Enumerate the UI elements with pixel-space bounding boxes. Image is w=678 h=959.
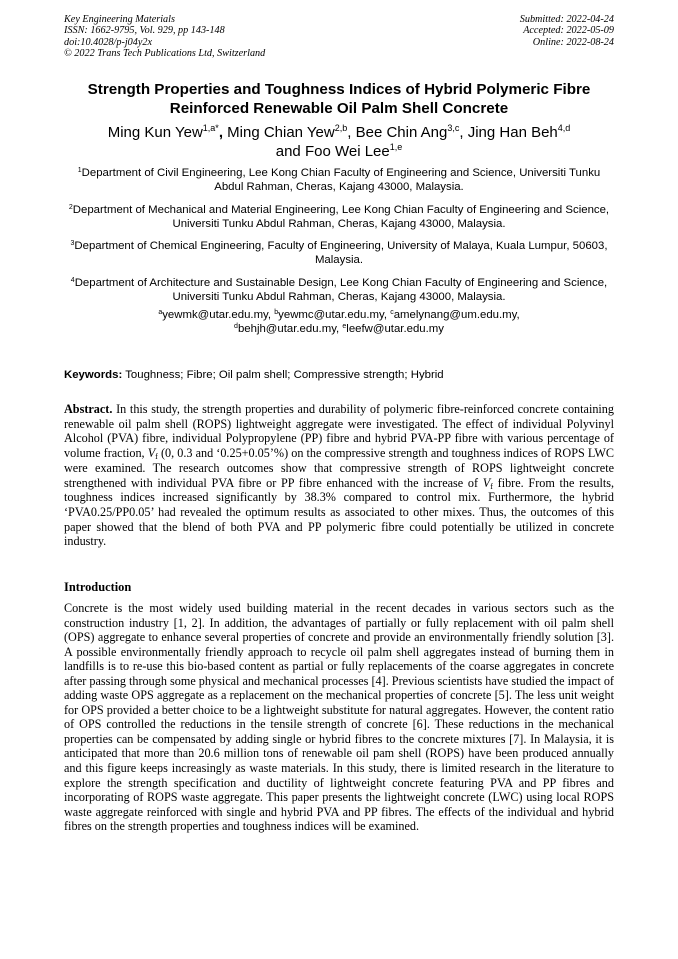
title-line-2: Reinforced Renewable Oil Palm Shell Concrete <box>169 99 509 117</box>
author-line-2 <box>40 143 638 162</box>
email-line-2: $^d$behjh@utar.edu.my, $^e$leefw@utar.edu.my <box>234 323 444 336</box>
copyright-line: © 2022 Trans Tech Publications Ltd, Switzerland <box>64 48 266 60</box>
abstract-label: Abstract. <box>64 402 113 416</box>
author-affiliation-mark: 1,a* <box>202 123 219 133</box>
author-name: Ming Chian Yew <box>227 124 335 141</box>
affiliation-text: Department of Architecture and Sustainable Design, Lee Kong Chian Faculty of Engineering and Science, Universiti Tunku Abdul Rahman, Cheras, Kajang 43000, Malaysia. <box>74 276 608 304</box>
affiliation-text: Department of Mechanical and Material Engineering, Lee Kong Chian Faculty of Engineering and Science, Universiti Tunku Abdul Rahman, Cheras, Kajang 43000, Malaysia. <box>72 203 610 230</box>
issn-line: ISSN: 1662-9795, Vol. 929, pp 143-148 <box>64 25 225 37</box>
accepted-date: Accepted: 2022-05-09 <box>523 25 614 37</box>
volume-fraction-symbol <box>483 476 493 490</box>
affiliations <box>66 166 612 337</box>
affiliation-item <box>66 239 612 268</box>
author-name: Jing Han Beh <box>467 124 558 141</box>
author-affiliation-mark: 4,d <box>557 123 571 133</box>
abstract-text-part-3: fibre. From the results, toughness indices increased significantly by 38.3% compared to control mix. Furthermore, the hybrid ‘PVA0.25/PP0.05’ had revealed the optimum results as associated to other mixes. Thus, the outcomes of this paper showed that the blend of both PVA and PP polymeric fibre could potentially be utilized in concrete industry. <box>64 475 615 549</box>
email-list <box>66 309 612 337</box>
affiliation-item <box>66 276 612 305</box>
author-list <box>40 124 638 161</box>
vf-subscript: f <box>490 481 493 491</box>
email-mark: b <box>274 309 279 317</box>
vf-subscript: f <box>155 452 158 462</box>
journal-info <box>64 14 265 60</box>
vf-letter: V <box>482 475 491 490</box>
affiliation-item <box>66 203 612 232</box>
keywords-label: Keywords: <box>64 369 123 381</box>
submitted-date: Submitted: 2022-04-24 <box>519 14 614 25</box>
email-mark: c <box>390 309 394 317</box>
author-line-1 <box>40 124 638 143</box>
author-name: Foo Wei Lee <box>304 142 390 160</box>
abstract-text-part-1: In this study, the strength properties and durability of polymeric fibre-reinforced concrete containing renewable oil palm shell (ROPS) lightweight aggregate were investigated. The effect of individual Polyvinyl Alcohol (PVA) fibre, individual Polypropylene (PP) fibre and hybrid PVA-PP fibre with various percentage of volume fraction, <box>64 402 614 461</box>
affiliation-number: 2 <box>68 203 73 211</box>
affiliation-text: Department of Civil Engineering, Lee Kong Chian Faculty of Engineering and Science, Universiti Tunku Abdul Rahman, Cheras, Kajang 43000, Malaysia. <box>81 167 601 194</box>
affiliation-item <box>66 166 612 195</box>
author-separator: , <box>459 124 464 141</box>
author-name: Ming Kun Yew <box>107 124 203 141</box>
email-address[interactable]: leefw@utar.edu.my <box>346 323 444 336</box>
author-name: Bee Chin Ang <box>355 124 448 141</box>
email-line-1: $^a$yewmk@utar.edu.my, $^b$yewmc@utar.edu.my, $^c$amelynang@um.edu.my, <box>158 309 520 322</box>
affiliation-number: 3 <box>70 240 75 248</box>
online-date: Online: 2022-08-24 <box>532 36 614 48</box>
author-affiliation-mark: 3,c <box>447 123 460 133</box>
email-address[interactable]: amelynang@um.edu.my <box>393 309 517 322</box>
abstract <box>64 402 614 549</box>
keywords-text: Toughness; Fibre; Oil palm shell; Compressive strength; Hybrid <box>125 369 444 381</box>
email-address[interactable]: yewmc@utar.edu.my <box>278 309 384 322</box>
email-mark: a <box>158 309 163 317</box>
publication-dates <box>520 14 614 48</box>
keywords <box>64 368 614 382</box>
abstract-text-part-2: (0, 0.3 and ‘0.25+0.05’%) on the compressive strength and toughness indices of ROPS LWC were examined. The research outcomes show that compressive strength of ROPS lightweight concrete strengthened with individual PVA fibre or PP fibre enhanced with the increase of <box>64 446 615 490</box>
author-affiliation-mark: 2,b <box>334 123 348 133</box>
title-line-1: Strength Properties and Toughness Indices of Hybrid Polymeric Fibre <box>87 81 591 98</box>
affiliation-number: 1 <box>77 167 82 174</box>
vf-letter: V <box>147 446 156 461</box>
affiliation-number: 4 <box>70 276 75 284</box>
paper-title <box>40 81 638 118</box>
author-conjunction: and <box>275 142 301 160</box>
affiliation-text: Department of Chemical Engineering, Faculty of Engineering, University of Malaya, Kuala Lumpur, 50603, Malaysia. <box>74 240 608 267</box>
email-address[interactable]: behjh@utar.edu.my <box>237 323 337 336</box>
introduction-text: Concrete is the most widely used building material in the recent decades in various sectors such as the construction industry [1, 2]. In addition, the advantages of partially or fully replacement with oil palm shell (OPS) aggregate to enhance several properties of concrete and provide an environmentally friendly solution [3]. A possible environmentally friendly approach to recycle oil palm shell aggregates instead of burning them in landfills is to re-use this bio-based content as partial or fully replacements of the coarse aggregates in concrete after passing through some physical and mechanical processes [4]. Previous scientists have studied the impact of adding waste OPS aggregate as a replacement on the mechanical properties of concrete [5]. The less unit weight for OPS provided a better choice to be a lightweight substitute for natural aggregates. However, the content ratio of OPS controlled the reductions in the tensile strength of concrete [6]. These reductions in the mechanical properties can be compensated by adding single or hybrid fibres to the concrete mixtures [7]. In Malaysia, it is anticipated that more than 20.6 million tons of renewable oil pam shell (ROPS) have been produced annually and this figure keeps increasingly as waste materials. In this study, there is limited research in the literature to explore the strength specification and ductility of lightweight concrete featuring PVA and PP fibres and incorporating of ROPS waste aggregate. This paper presents the lightweight concrete (LWC) using local ROPS waste aggregate reinforced with single and hybrid PVA and PP fibres. The effects of the individual and hybrid fibres on the strength properties and toughness indices will be examined. <box>64 601 614 834</box>
introduction-heading: Introduction <box>64 580 132 594</box>
email-mark: d <box>234 323 238 331</box>
email-mark: e <box>342 323 347 331</box>
author-separator: , <box>218 124 223 141</box>
doi-line: doi:10.4028/p-j04y2x <box>64 36 152 48</box>
volume-fraction-symbol <box>148 446 158 460</box>
author-separator: , <box>347 124 352 141</box>
author-affiliation-mark: 1,e <box>389 141 403 152</box>
email-address[interactable]: yewmk@utar.edu.my <box>162 309 268 322</box>
journal-name: Key Engineering Materials <box>64 14 175 25</box>
